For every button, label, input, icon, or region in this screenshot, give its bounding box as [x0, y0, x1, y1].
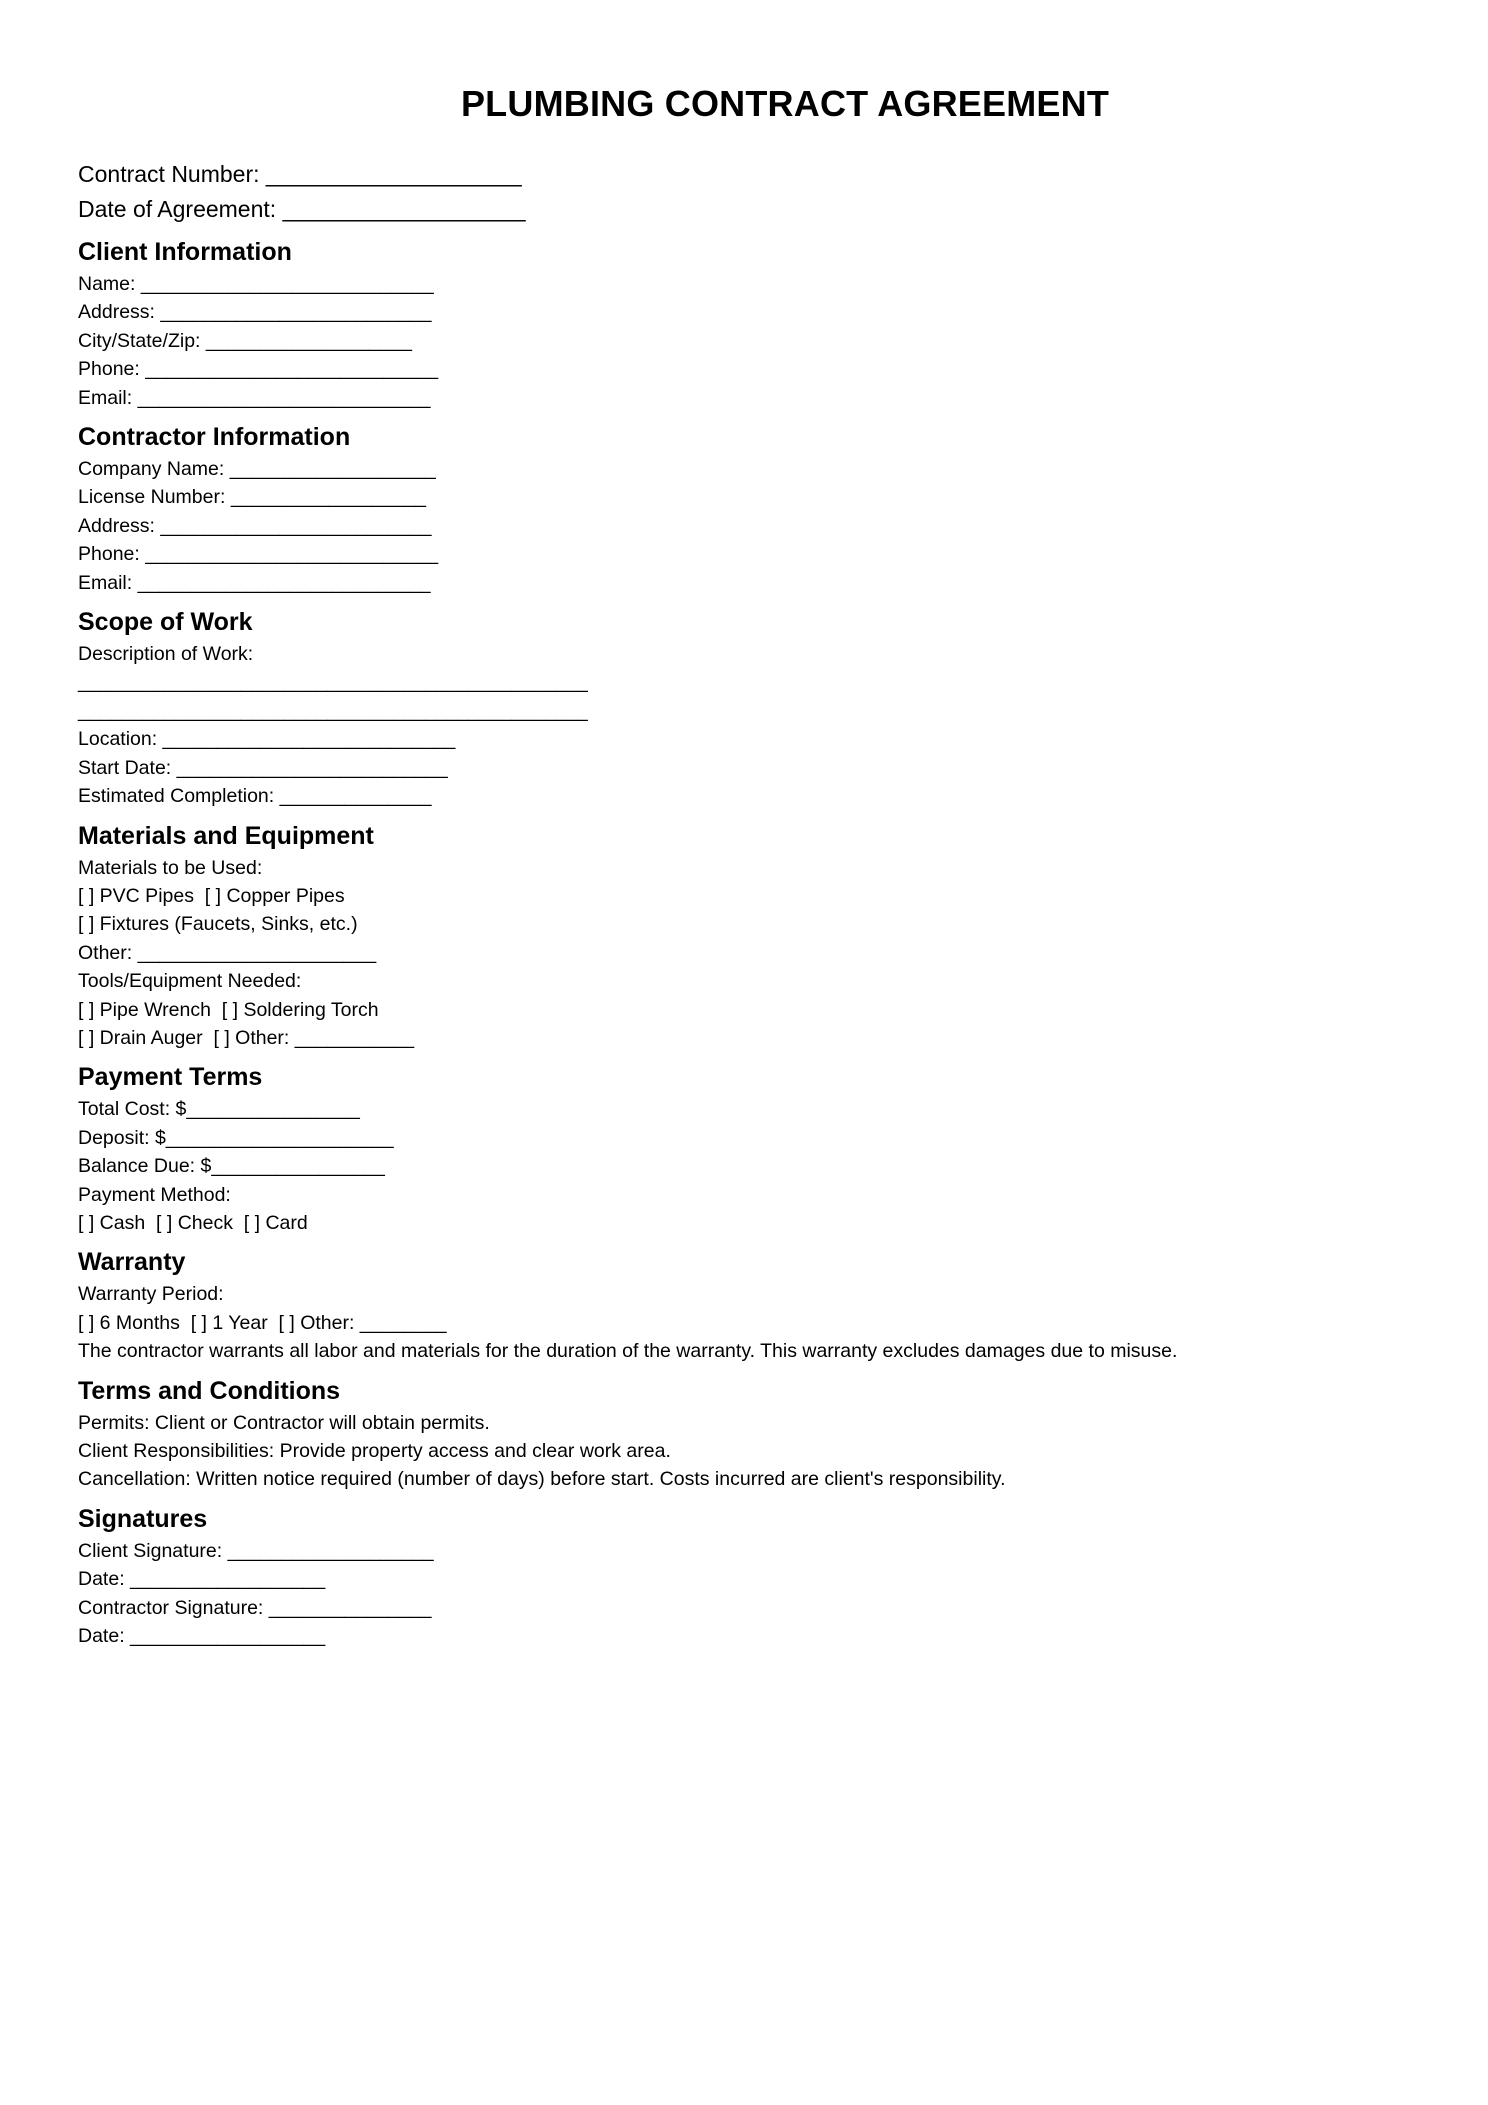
payment-terms-section	[78, 1061, 1408, 1237]
client-phone-field[interactable]: Phone: ___________________________	[78, 358, 439, 381]
pipes-checkboxes[interactable]: [ ] PVC Pipes [ ] Copper Pipes	[78, 884, 345, 907]
client-address-field[interactable]: Address: _________________________	[78, 301, 432, 324]
client-signature-field[interactable]: Client Signature: ___________________	[78, 1539, 434, 1562]
description-of-work-label: Description of Work:	[78, 643, 254, 666]
section-heading: Warranty	[78, 1248, 186, 1277]
cancellation-clause: Cancellation: Written notice required (number of days) before start. Costs incurred are client's responsibility.	[78, 1468, 1006, 1491]
section-heading: Scope of Work	[78, 608, 253, 637]
signatures-section	[78, 1503, 1408, 1651]
section-heading: Materials and Equipment	[78, 821, 374, 850]
warranty-statement: The contractor warrants all labor and materials for the duration of the warranty. This warranty excludes damages due to misuse.	[78, 1340, 1178, 1363]
contractor-phone-field[interactable]: Phone: ___________________________	[78, 543, 439, 566]
section-heading: Contractor Information	[78, 423, 351, 452]
start-date-field[interactable]: Start Date: _________________________	[78, 756, 448, 779]
client-responsibilities-clause: Client Responsibilities: Provide property access and clear work area.	[78, 1440, 671, 1462]
section-heading: Signatures	[78, 1504, 208, 1533]
contractor-signature-field[interactable]: Contractor Signature: _______________	[78, 1596, 432, 1619]
warranty-section	[78, 1246, 1408, 1365]
scope-of-work-section	[78, 606, 1408, 810]
client-city-state-zip-field[interactable]: City/State/Zip: ___________________	[78, 329, 412, 352]
client-information-section	[78, 236, 1408, 412]
permits-clause: Permits: Client or Contractor will obtain permits.	[78, 1411, 490, 1434]
payment-method-checkboxes[interactable]: [ ] Cash [ ] Check [ ] Card	[78, 1211, 308, 1234]
description-line-1[interactable]: _______________________________________________	[78, 671, 588, 694]
tools-label: Tools/Equipment Needed:	[78, 970, 302, 993]
document-title: PLUMBING CONTRACT AGREEMENT	[460, 83, 1110, 124]
deposit-field[interactable]: Deposit: $_____________________	[78, 1126, 394, 1149]
warranty-period-label: Warranty Period:	[78, 1283, 224, 1306]
contract-number-field[interactable]: Contract Number: ____________________	[78, 161, 522, 187]
contractor-address-field[interactable]: Address: _________________________	[78, 514, 432, 537]
document-body	[78, 157, 1408, 1650]
location-field[interactable]: Location: ___________________________	[78, 728, 456, 751]
contractor-email-field[interactable]: Email: ___________________________	[78, 571, 431, 594]
materials-other-field[interactable]: Other: ______________________	[78, 941, 377, 964]
client-name-field[interactable]: Name: ___________________________	[78, 273, 434, 295]
balance-due-field[interactable]: Balance Due: $________________	[78, 1155, 385, 1178]
payment-method-label: Payment Method:	[78, 1183, 231, 1206]
client-email-field[interactable]: Email: ___________________________	[78, 386, 431, 409]
client-signature-date-field[interactable]: Date: __________________	[78, 1568, 326, 1591]
contractor-signature-date-field[interactable]: Date: __________________	[78, 1625, 326, 1648]
warranty-period-checkboxes[interactable]: [ ] 6 Months [ ] 1 Year [ ] Other: ________	[78, 1311, 447, 1334]
description-line-2[interactable]: _______________________________________________	[78, 699, 588, 722]
materials-equipment-section	[78, 820, 1408, 1053]
fixtures-checkbox[interactable]: [ ] Fixtures (Faucets, Sinks, etc.)	[78, 913, 358, 936]
tools-checkboxes-2[interactable]: [ ] Drain Auger [ ] Other: ___________	[78, 1026, 415, 1049]
contractor-license-number-field[interactable]: License Number: __________________	[78, 486, 427, 509]
date-of-agreement-field[interactable]: Date of Agreement: ___________________	[78, 196, 526, 222]
materials-label: Materials to be Used:	[78, 856, 263, 879]
tools-checkboxes-1[interactable]: [ ] Pipe Wrench [ ] Soldering Torch	[78, 998, 379, 1021]
section-heading: Payment Terms	[78, 1063, 263, 1092]
terms-conditions-section	[78, 1375, 1408, 1494]
section-heading: Client Information	[78, 238, 292, 266]
section-heading: Terms and Conditions	[78, 1376, 341, 1405]
contractor-company-name-field[interactable]: Company Name: ___________________	[78, 458, 436, 481]
contractor-information-section	[78, 421, 1408, 597]
total-cost-field[interactable]: Total Cost: $________________	[78, 1098, 360, 1121]
estimated-completion-field[interactable]: Estimated Completion: ______________	[78, 785, 432, 808]
